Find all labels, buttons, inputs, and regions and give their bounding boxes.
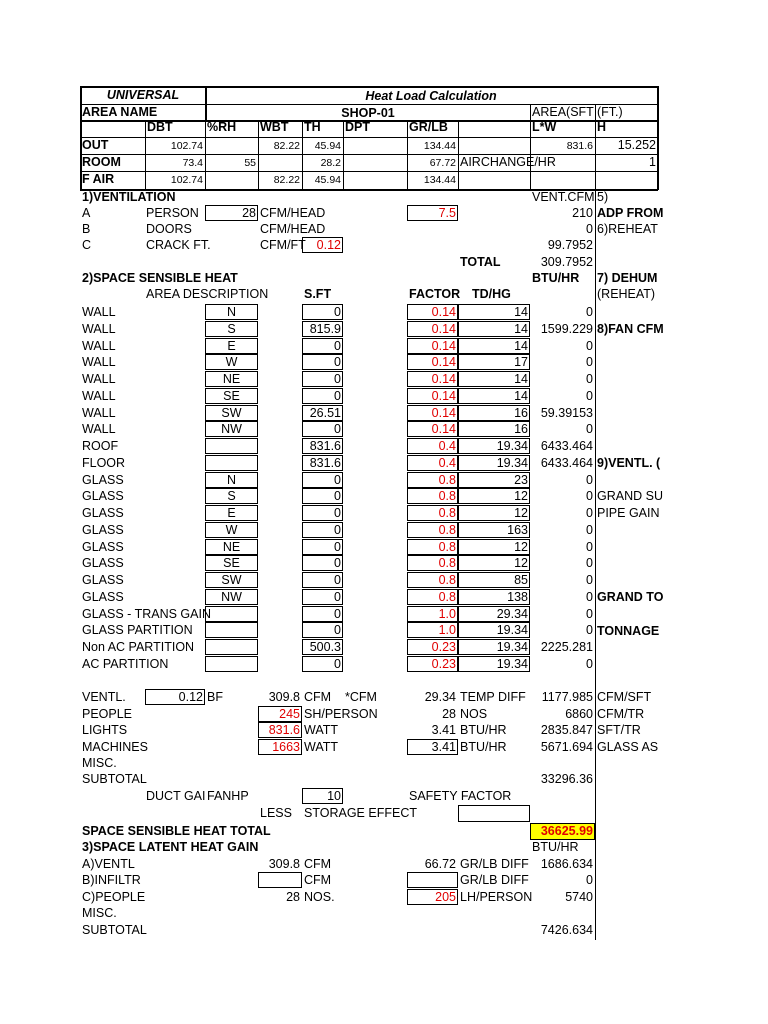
col-dpt: DPT: [345, 120, 370, 134]
sensible-row-dir: [205, 640, 258, 655]
nos-label: NOS: [460, 707, 488, 721]
fanhp-label: FANHP: [207, 789, 249, 803]
sensible-row-sft: 0: [334, 506, 341, 520]
cfm-tr: CFM/TR: [597, 707, 645, 721]
sensible-row-factor: 0.23: [431, 640, 456, 654]
sensible-row-dir: W: [225, 523, 238, 537]
sensible-row-factor: 0.8: [438, 473, 456, 487]
sensible-row-td: 16: [514, 406, 528, 420]
fair-grlb: 134.44: [423, 174, 456, 186]
sensible-row-btu: 6433.464: [540, 439, 593, 453]
sensible-row-name: WALL: [82, 406, 116, 420]
sensible-row-name: GLASS: [82, 473, 124, 487]
vent-a-input: 28: [242, 206, 256, 220]
tonnage: TONNAGE: [597, 624, 660, 638]
sensible-row-dir: NE: [222, 372, 241, 386]
dehum-label: 7) DEHUM: [597, 271, 658, 285]
sensible-row-td: 19.34: [496, 623, 528, 637]
fair-wbt: 82.22: [273, 174, 300, 186]
sensible-row-sft: 0: [334, 556, 341, 570]
fair-dbt: 102.74: [170, 174, 203, 186]
sensible-row-dir: S: [227, 322, 236, 336]
people-nos: 28: [442, 707, 456, 721]
lights-val: 831.6: [268, 723, 300, 737]
item-5: 5): [597, 190, 609, 204]
ventl-td: 29.34: [424, 690, 456, 704]
vent-c-unit: CFM/FT: [260, 238, 306, 252]
sensible-row-td: 12: [514, 506, 528, 520]
sensible-row-name: GLASS: [82, 489, 124, 503]
room-rh: 55: [244, 157, 256, 169]
sensible-row-dir: NW: [221, 422, 242, 436]
col-grlb: GR/LB: [409, 120, 448, 134]
sensible-row-sft: 0: [334, 657, 341, 671]
sensible-row-name: WALL: [82, 322, 116, 336]
latent-btu-label: BTU/HR: [532, 840, 579, 854]
sensible-row-factor: 0.8: [438, 556, 456, 570]
pipe-gain: PIPE GAIN: [597, 506, 660, 520]
sensible-row-dir: S: [227, 489, 236, 503]
latent-c-lh: 205: [435, 890, 456, 904]
sensible-row-name: ROOF: [82, 439, 119, 453]
sensible-row-name: WALL: [82, 389, 116, 403]
people-label: PEOPLE: [82, 707, 133, 721]
sensible-row-td: 163: [507, 523, 528, 537]
sensible-row-dir: [205, 439, 258, 454]
out-lw: 831.6: [566, 140, 593, 152]
sensible-row-name: GLASS: [82, 523, 124, 537]
vent-c-factor: 0.12: [316, 238, 341, 252]
latent-b-btu: 0: [586, 873, 593, 887]
sensible-row-btu: 0: [586, 523, 593, 537]
sensible-row-td: 19.34: [496, 456, 528, 470]
sensible-row-sft: 831.6: [309, 456, 341, 470]
sensible-row-name: GLASS: [82, 573, 124, 587]
sens-subtotal-label: SUBTOTAL: [82, 772, 147, 786]
sensible-row-factor: 1.0: [438, 607, 456, 621]
sensible-title: 2)SPACE SENSIBLE HEAT: [82, 271, 238, 285]
storage-effect: STORAGE EFFECT: [304, 806, 417, 820]
sensible-row-td: 19.34: [496, 439, 528, 453]
sensible-row-name: WALL: [82, 372, 116, 386]
latent-a-gr: 66.72: [424, 857, 456, 871]
machines-btu-label: BTU/HR: [460, 740, 507, 754]
sensible-row-btu: 0: [586, 540, 593, 554]
room-h: 1: [649, 155, 656, 169]
sensible-row-dir: W: [225, 355, 238, 369]
adp-from: ADP FROM: [597, 206, 664, 220]
sh-person: SH/PERSON: [304, 707, 378, 721]
ventl-cfm: 309.8: [268, 690, 300, 704]
fan-cfm: 8)FAN CFM: [597, 322, 664, 336]
vent-a-code: A: [82, 206, 91, 220]
vent-b-name: DOORS: [146, 222, 192, 236]
sensible-row-sft: 831.6: [309, 439, 341, 453]
sensible-row-td: 14: [514, 372, 528, 386]
sensible-row-btu: 0: [586, 489, 593, 503]
sensible-row-td: 14: [514, 339, 528, 353]
sensible-row-btu: 0: [586, 305, 593, 319]
vent-b-unit: CFM/HEAD: [260, 222, 326, 236]
sensible-row-sft: 0: [334, 489, 341, 503]
sensible-row-factor: 0.23: [431, 657, 456, 671]
page-title: Heat Load Calculation: [365, 89, 497, 103]
sensible-row-sft: 0: [334, 573, 341, 587]
sensible-row-td: 23: [514, 473, 528, 487]
latent-a-cfm-label: CFM: [304, 857, 332, 871]
ventl-bf: 0.12: [178, 690, 203, 704]
latent-b-label: B)INFILTR: [82, 873, 141, 887]
ventl-9: 9)VENTL. (: [597, 456, 661, 470]
vent-c-value: 99.7952: [547, 238, 593, 252]
less-label: LESS: [260, 806, 292, 820]
sensible-row-dir: NE: [222, 540, 241, 554]
sensible-row-td: 12: [514, 540, 528, 554]
area-desc-label: AREA DESCRIPTION: [146, 287, 269, 301]
latent-c-nos: 28: [286, 890, 300, 904]
sensible-row-factor: 0.8: [438, 540, 456, 554]
sensible-row-dir: [205, 456, 258, 471]
sensible-row-dir: NW: [221, 590, 242, 604]
vent-cfm-label: VENT.CFM: [532, 190, 595, 204]
col-h: H: [597, 120, 607, 134]
sft-label: S.FT: [304, 287, 332, 301]
sens-total-label: SPACE SENSIBLE HEAT TOTAL: [82, 824, 271, 838]
sensible-row-dir: [205, 607, 258, 622]
sensible-row-dir: [205, 657, 258, 672]
sensible-row-td: 138: [507, 590, 528, 604]
sensible-row-sft: 0: [334, 372, 341, 386]
sensible-row-td: 14: [514, 305, 528, 319]
sensible-row-dir: SE: [223, 389, 240, 403]
latent-misc: MISC.: [82, 906, 117, 920]
vent-a-name: PERSON: [146, 206, 199, 220]
bf-label: BF: [207, 690, 223, 704]
ventl-btu: 1177.985: [541, 690, 593, 704]
sens-total: 36625.99: [540, 824, 593, 838]
grand-to: GRAND TO: [597, 590, 664, 604]
sensible-row-dir: SW: [221, 573, 242, 587]
sensible-row-btu: 0: [586, 473, 593, 487]
lights-watt: WATT: [304, 723, 339, 737]
sensible-row-btu: 2225.281: [540, 640, 593, 654]
sensible-row-td: 14: [514, 322, 528, 336]
sensible-row-factor: 1.0: [438, 623, 456, 637]
latent-a-btu: 1686.634: [540, 857, 593, 871]
sensible-row-btu: 0: [586, 657, 593, 671]
sensible-row-sft: 0: [334, 590, 341, 604]
out-dbt: 102.74: [170, 140, 203, 152]
col-rh: %RH: [207, 120, 237, 134]
sensible-row-td: 19.34: [496, 657, 528, 671]
sensible-row-sft: 0: [334, 473, 341, 487]
org-name: UNIVERSAL: [106, 88, 180, 102]
vent-a-unit: CFM/HEAD: [260, 206, 326, 220]
ventl-label: VENTL.: [82, 690, 126, 704]
sensible-row-sft: 815.9: [309, 322, 341, 336]
airchange-label: AIRCHANGE/HR: [460, 155, 556, 169]
sensible-row-name: WALL: [82, 422, 116, 436]
factor-label: FACTOR: [409, 287, 461, 301]
ventl-cfm-label: CFM: [304, 690, 332, 704]
sensible-row-name: GLASS: [82, 540, 124, 554]
sensible-row-btu: 0: [586, 556, 593, 570]
sensible-row-dir: SW: [221, 406, 242, 420]
latent-c-nos-label: NOS.: [304, 890, 335, 904]
sensible-row-btu: 0: [586, 422, 593, 436]
glass-as: GLASS AS: [597, 740, 659, 754]
vent-c-name: CRACK FT.: [146, 238, 211, 252]
sensible-row-factor: 0.8: [438, 523, 456, 537]
sensible-row-btu: 59.39153: [540, 406, 593, 420]
out-h: 15.252: [617, 138, 656, 152]
sensible-row-factor: 0.14: [431, 339, 456, 353]
lights-btu-label: BTU/HR: [460, 723, 507, 737]
area-name-label: AREA NAME: [82, 105, 158, 119]
sensible-row-dir: E: [227, 506, 236, 520]
vent-total-label: TOTAL: [460, 255, 501, 269]
sensible-row-dir: E: [227, 339, 236, 353]
sensible-row-factor: 0.14: [431, 389, 456, 403]
latent-title: 3)SPACE LATENT HEAT GAIN: [82, 840, 259, 854]
latent-c-label: C)PEOPLE: [82, 890, 146, 904]
vent-a-factor: 7.5: [438, 206, 456, 220]
latent-a-label: A)VENTL: [82, 857, 135, 871]
sensible-row-td: 12: [514, 489, 528, 503]
latent-a-grlb: GR/LB DIFF: [460, 857, 529, 871]
room-grlb: 67.72: [429, 157, 456, 169]
sensible-row-dir: N: [226, 473, 237, 487]
sensible-row-name: WALL: [82, 339, 116, 353]
sensible-row-factor: 0.4: [438, 439, 456, 453]
sensible-row-factor: 0.14: [431, 355, 456, 369]
people-val: 245: [279, 707, 300, 721]
room-th: 28.2: [320, 157, 341, 169]
sensible-row-name: AC PARTITION: [82, 657, 169, 671]
vent-b-code: B: [82, 222, 91, 236]
reheat-6: 6)REHEAT: [597, 222, 658, 236]
sensible-row-td: 19.34: [496, 640, 528, 654]
star-cfm: *CFM: [345, 690, 377, 704]
misc-label: MISC.: [82, 756, 117, 770]
sensible-row-btu: 0: [586, 389, 593, 403]
sensible-row-factor: 0.8: [438, 489, 456, 503]
sensible-row-btu: 0: [586, 506, 593, 520]
sensible-row-factor: 0.8: [438, 590, 456, 604]
sensible-row-btu: 0: [586, 573, 593, 587]
sensible-row-td: 17: [514, 355, 528, 369]
col-lw: L*W: [532, 120, 557, 134]
sensible-row-sft: 0: [334, 623, 341, 637]
ventilation-title: 1)VENTILATION: [82, 190, 176, 204]
vent-total: 309.7952: [540, 255, 593, 269]
machines-watt: WATT: [304, 740, 339, 754]
fair-th: 45.94: [314, 174, 341, 186]
sft-tr: SFT/TR: [597, 723, 641, 737]
sensible-row-dir: SE: [223, 556, 240, 570]
sensible-row-name: GLASS: [82, 590, 124, 604]
vent-c-code: C: [82, 238, 92, 252]
sensible-row-btu: 0: [586, 355, 593, 369]
sensible-row-td: 16: [514, 422, 528, 436]
sensible-row-td: 29.34: [496, 607, 528, 621]
sensible-row-dir: N: [226, 305, 237, 319]
sensible-row-btu: 6433.464: [540, 456, 593, 470]
safety-factor: SAFETY FACTOR: [409, 789, 512, 803]
out-wbt: 82.22: [273, 140, 300, 152]
sensible-row-factor: 0.8: [438, 573, 456, 587]
sensible-row-sft: 0: [334, 607, 341, 621]
sensible-row-factor: 0.14: [431, 372, 456, 386]
cfm-sft: CFM/SFT: [597, 690, 652, 704]
latent-b-grlb: GR/LB DIFF: [460, 873, 529, 887]
sensible-row-name: GLASS PARTITION: [82, 623, 193, 637]
sensible-row-td: 14: [514, 389, 528, 403]
vent-b-value: 0: [586, 222, 593, 236]
machines-btu: 5671.694: [540, 740, 593, 754]
lights-btu: 2835.847: [540, 723, 593, 737]
machines-val: 1663: [272, 740, 300, 754]
sensible-row-name: GLASS: [82, 506, 124, 520]
sensible-row-sft: 500.3: [309, 640, 341, 654]
vent-a-value: 210: [572, 206, 593, 220]
lights-label: LIGHTS: [82, 723, 128, 737]
out-grlb: 134.44: [423, 140, 456, 152]
temp-diff: TEMP DIFF: [460, 690, 526, 704]
sensible-row-sft: 0: [334, 422, 341, 436]
td-label: TD/HG: [472, 287, 511, 301]
sensible-row-btu: 0: [586, 339, 593, 353]
latent-subtotal: 7426.634: [540, 923, 593, 937]
latent-b-box[interactable]: [258, 872, 302, 888]
ft-label: (FT.): [597, 105, 623, 119]
sensible-row-name: FLOOR: [82, 456, 126, 470]
latent-subtotal-label: SUBTOTAL: [82, 923, 147, 937]
grand-su: GRAND SU: [597, 489, 663, 503]
machines-label: MACHINES: [82, 740, 148, 754]
area-name-value: SHOP-01: [341, 106, 395, 120]
sensible-row-factor: 0.14: [431, 322, 456, 336]
sensible-row-sft: 0: [334, 355, 341, 369]
col-dbt: DBT: [147, 120, 173, 134]
machines-factor: 3.41: [431, 740, 456, 754]
sensible-row-sft: 0: [334, 523, 341, 537]
area-sft-label: AREA(SFT: [532, 105, 594, 119]
sensible-row-factor: 0.14: [431, 305, 456, 319]
row-out-label: OUT: [82, 138, 109, 152]
people-btu: 6860: [565, 707, 593, 721]
latent-b-factor-box[interactable]: [407, 872, 458, 888]
sensible-row-factor: 0.14: [431, 406, 456, 420]
row-room-label: ROOM: [82, 155, 121, 169]
fanhp-val: 10: [327, 789, 341, 803]
sensible-row-sft: 0: [334, 305, 341, 319]
col-wbt: WBT: [260, 120, 289, 134]
latent-c-lh-label: LH/PERSON: [460, 890, 533, 904]
sensible-row-name: Non AC PARTITION: [82, 640, 195, 654]
room-dbt: 73.4: [182, 157, 203, 169]
latent-c-btu: 5740: [565, 890, 593, 904]
out-th: 45.94: [314, 140, 341, 152]
sensible-row-btu: 0: [586, 372, 593, 386]
sensible-row-td: 12: [514, 556, 528, 570]
sensible-row-sft: 0: [334, 339, 341, 353]
sensible-btu-label: BTU/HR: [532, 271, 580, 285]
reheat-label: (REHEAT): [597, 287, 656, 301]
storage-box[interactable]: [458, 805, 530, 822]
sensible-row-sft: 0: [334, 540, 341, 554]
sensible-row-factor: 0.8: [438, 506, 456, 520]
latent-b-cfm-label: CFM: [304, 873, 332, 887]
col-th: TH: [304, 120, 321, 134]
sensible-row-td: 85: [514, 573, 528, 587]
sensible-row-name: WALL: [82, 355, 116, 369]
sensible-row-btu: 0: [586, 623, 593, 637]
latent-a-cfm: 309.8: [268, 857, 300, 871]
sensible-row-btu: 1599.229: [540, 322, 593, 336]
row-fair-label: F AIR: [82, 172, 115, 186]
sensible-row-name: GLASS - TRANS GAIN: [82, 607, 211, 621]
sensible-row-factor: 0.14: [431, 422, 456, 436]
sensible-row-dir: [205, 623, 258, 638]
sensible-row-btu: 0: [586, 607, 593, 621]
sensible-row-factor: 0.4: [438, 456, 456, 470]
sensible-row-sft: 26.51: [309, 406, 341, 420]
sensible-row-name: GLASS: [82, 556, 124, 570]
sensible-row-btu: 0: [586, 590, 593, 604]
lights-factor: 3.41: [431, 723, 456, 737]
sens-subtotal: 33296.36: [540, 772, 593, 786]
sensible-row-sft: 0: [334, 389, 341, 403]
duct-gain: DUCT GAI: [146, 789, 206, 803]
sensible-row-name: WALL: [82, 305, 116, 319]
